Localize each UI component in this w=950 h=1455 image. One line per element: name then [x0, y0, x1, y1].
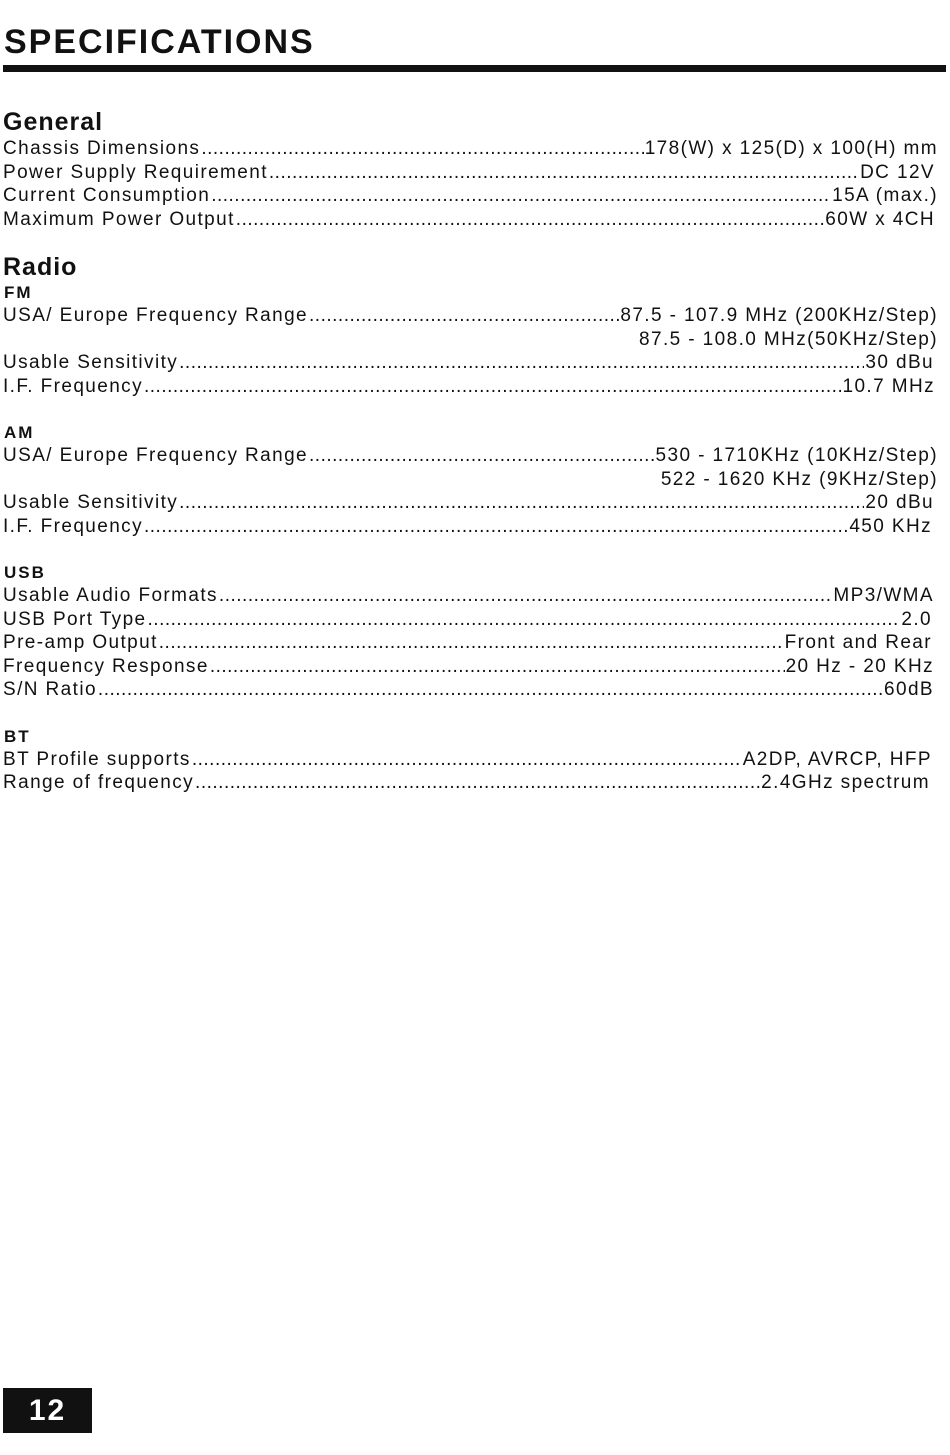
- spec-value-continuation: 522 - 1620 KHz (9KHz/Step): [660, 468, 938, 490]
- spec-label: Maximum Power Output: [3, 208, 235, 230]
- spec-row-pre-amp-output: [3, 631, 938, 655]
- spec-row-am-if-frequency: [3, 515, 938, 539]
- spec-label: I.F. Frequency: [3, 515, 143, 537]
- spec-value: 15A (max.): [832, 185, 938, 206]
- spec-row-range-of-frequency: [3, 771, 938, 795]
- spec-value: 20 dBu: [865, 492, 934, 513]
- dot-leader: [192, 748, 742, 772]
- spec-row-chassis-dimensions: [3, 137, 938, 161]
- specifications-content: [3, 107, 938, 819]
- spec-value: 2.0: [901, 608, 932, 630]
- spec-label: Usable Audio Formats: [3, 585, 218, 606]
- dot-leader: [148, 608, 901, 632]
- spec-row-power-supply: [3, 161, 938, 185]
- dot-leader: [179, 351, 864, 375]
- spec-value: 60W x 4CH: [825, 208, 935, 230]
- spec-row-current-consumption: [3, 184, 938, 208]
- page-number: 12: [3, 1388, 92, 1433]
- dot-leader: [219, 584, 832, 608]
- spec-value: A2DP, AVRCP, HFP: [742, 748, 932, 770]
- dot-leader: [195, 771, 760, 795]
- am-subsection: [3, 422, 938, 538]
- spec-value: 30 dBu: [865, 352, 934, 373]
- dot-leader: [98, 678, 883, 702]
- spec-row-am-frequency-range: [3, 444, 938, 468]
- title-rule: [3, 65, 946, 72]
- spec-label: I.F. Frequency: [3, 375, 143, 397]
- dot-leader: [309, 304, 619, 328]
- dot-leader: [210, 655, 785, 679]
- dot-leader: [144, 375, 842, 399]
- spec-row-am-usable-sensitivity: [3, 491, 938, 515]
- spec-value-continuation: 87.5 - 108.0 MHz(50KHz/Step): [639, 328, 938, 350]
- spec-label: Current Consumption: [3, 185, 211, 206]
- fm-heading: FM: [4, 283, 33, 302]
- spec-row-fm-frequency-range: [3, 304, 938, 328]
- dot-leader: [159, 631, 784, 655]
- spec-value: 178(W) x 125(D) x 100(H) mm: [644, 138, 938, 159]
- spec-row-usable-audio-formats: [3, 584, 938, 608]
- spec-row-fm-if-frequency: [3, 375, 938, 399]
- general-heading: General: [3, 108, 104, 136]
- am-heading: AM: [4, 423, 35, 442]
- bt-subsection: [3, 726, 938, 795]
- spec-label: S/N Ratio: [3, 679, 97, 700]
- spec-value: 450 KHz: [849, 515, 932, 537]
- spec-value: DC 12V: [860, 161, 935, 183]
- spec-label: Frequency Response: [3, 655, 209, 677]
- spec-label: Pre-amp Output: [3, 632, 158, 653]
- spec-label: Range of frequency: [3, 772, 195, 793]
- spec-row-max-power-output: [3, 208, 938, 232]
- dot-leader: [236, 208, 824, 232]
- dot-leader: [144, 515, 848, 539]
- spec-label: BT Profile supports: [3, 748, 191, 770]
- dot-leader: [309, 444, 655, 468]
- radio-section: [3, 252, 938, 795]
- spec-value: 10.7 MHz: [842, 375, 935, 397]
- spec-value: 87.5 - 107.9 MHz (200KHz/Step): [620, 305, 938, 326]
- spec-row-frequency-response: [3, 655, 938, 679]
- spec-value: 2.4GHz spectrum: [761, 772, 930, 793]
- fm-subsection: [3, 282, 938, 398]
- spec-row-usb-port-type: [3, 608, 938, 632]
- spec-label: USA/ Europe Frequency Range: [3, 305, 309, 326]
- spec-label: USB Port Type: [3, 608, 147, 630]
- spec-value: MP3/WMA: [833, 585, 934, 606]
- spec-value: 530 - 1710KHz (10KHz/Step): [655, 445, 938, 466]
- spec-value: 60dB: [884, 679, 934, 700]
- spec-row-bt-profile: [3, 748, 938, 772]
- dot-leader: [211, 184, 831, 208]
- usb-subsection: [3, 562, 938, 702]
- spec-label: Usable Sensitivity: [3, 352, 179, 373]
- radio-heading: Radio: [3, 253, 78, 281]
- spec-label: USA/ Europe Frequency Range: [3, 445, 309, 466]
- spec-row-fm-usable-sensitivity: [3, 351, 938, 375]
- dot-leader: [179, 491, 864, 515]
- general-section: [3, 107, 938, 231]
- spec-label: Usable Sensitivity: [3, 492, 179, 513]
- spec-label: Power Supply Requirement: [3, 161, 268, 183]
- dot-leader: [269, 161, 859, 185]
- bt-heading: BT: [4, 726, 31, 746]
- spec-row-sn-ratio: [3, 678, 938, 702]
- page-title: SPECIFICATIONS: [4, 23, 315, 61]
- dot-leader: [201, 137, 643, 161]
- spec-value: Front and Rear: [784, 632, 932, 653]
- spec-label: Chassis Dimensions: [3, 138, 201, 159]
- usb-heading: USB: [4, 563, 46, 582]
- spec-value: 20 Hz - 20 KHz: [785, 655, 934, 677]
